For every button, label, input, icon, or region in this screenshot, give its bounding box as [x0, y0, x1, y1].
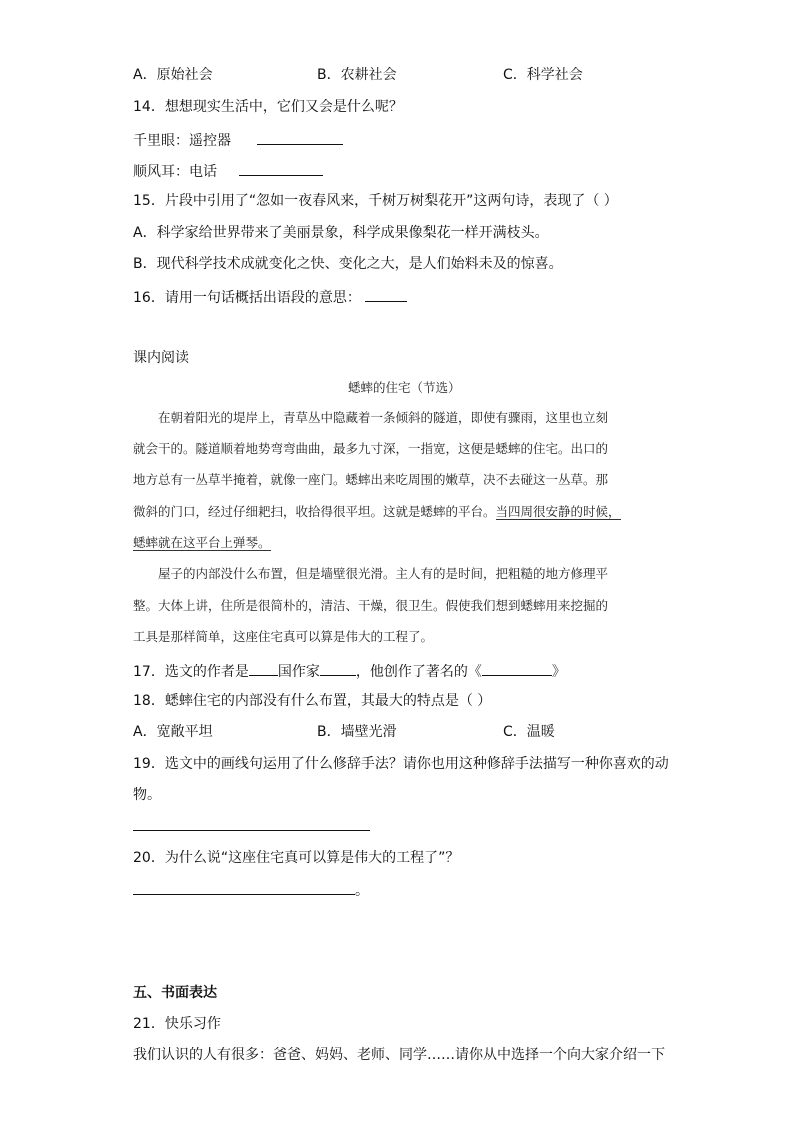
q21-stem: 21．快乐习作 [133, 1016, 221, 1032]
section-title-reading: 课内阅读 [133, 350, 189, 366]
underlined-sentence-part-1: 当四周很安静的时候， [495, 504, 621, 519]
passage-p1-line-3: 地方总有一丛草半掩着，就像一座门。蟋蟀出来吃周围的嫩草，决不去碰这一丛草。那 [133, 472, 609, 487]
q20-answer-blank[interactable] [133, 879, 355, 895]
q21-line-1: 我们认识的人有很多：爸爸、妈妈、老师、同学……请你从中选择一个向大家介绍一下 [133, 1047, 665, 1063]
q18-option-a: A．宽敞平坦 [133, 724, 213, 740]
passage-p2-line-2: 整。大体上讲，住所是很简朴的，清洁、干燥，很卫生。假使我们想到蟋蟀用来挖掘的 [133, 598, 609, 613]
q14-answer-blank-2[interactable] [239, 160, 323, 176]
q17-part-1: 17．选文的作者是 [133, 664, 249, 680]
q20-answer [133, 879, 369, 901]
passage-p1-line-2: 就会干的。隧道顺着地势弯弯曲曲，最多九寸深，一指宽，这便是蟋蟀的住宅。出口的 [133, 441, 609, 456]
q17-part-2: 国作家 [277, 664, 320, 680]
q14-line-2 [133, 160, 323, 182]
q20-stem: 20．为什么说“这座住宅真可以算是伟大的工程了”？ [133, 850, 460, 866]
q14-line-1 [133, 129, 343, 151]
q18-option-b: B．墙壁光滑 [317, 724, 397, 740]
q13-option-b: B．农耕社会 [317, 67, 397, 83]
q20-end-mark: 。 [355, 883, 369, 899]
q16-stem: 16．请用一句话概括出语段的意思： [133, 290, 361, 306]
passage-p1-line-1: 在朝着阳光的堤岸上，青草丛中隐藏着一条倾斜的隧道，即使有骤雨，这里也立刻 [158, 410, 609, 425]
q15-option-b: B．现代科学技术成就变化之快、变化之大，是人们始料未及的惊喜。 [133, 256, 563, 272]
q18-stem: 18．蟋蟀住宅的内部没有什么布置，其最大的特点是（ ） [133, 693, 492, 709]
passage-p2-line-1: 屋子的内部没什么布置，但是墙壁很光滑。主人有的是时间，把粗糙的地方修理平 [158, 566, 609, 581]
passage-p1-line-4-text: 微斜的门口，经过仔细耙扫，收拾得很平坦。这就是蟋蟀的平台。 [133, 504, 496, 519]
q17-line [133, 660, 566, 682]
q16-line [133, 286, 407, 308]
q19-answer-line[interactable] [133, 830, 370, 831]
q17-part-3: ，他创作了著名的《 [355, 664, 482, 680]
q15-stem: 15．片段中引用了“忽如一夜春风来，千树万树梨花开”这两句诗，表现了（ ） [133, 193, 618, 209]
q14-answer-blank-1[interactable] [257, 129, 343, 145]
q13-option-c: C．科学社会 [503, 67, 583, 83]
passage-p1-line-4 [133, 502, 621, 522]
q18-option-c: C．温暖 [503, 724, 555, 740]
q15-option-a: A．科学家给世界带来了美丽景象，科学成果像梨花一样开满枝头。 [133, 225, 549, 241]
passage-p2-line-3: 工具是那样简单，这座住宅真可以算是伟大的工程了。 [133, 629, 434, 644]
q17-part-4: 》 [551, 664, 566, 680]
q17-blank-country[interactable] [249, 660, 278, 676]
q16-answer-blank[interactable] [365, 286, 407, 302]
q14-stem: 14．想想现实生活中，它们又会是什么呢？ [133, 99, 403, 115]
q14-line-1-text: 千里眼：遥控器 [133, 133, 231, 149]
underlined-sentence-part-2: 蟋蟀就在这平台上弹琴。 [133, 535, 271, 550]
q14-line-2-text: 顺风耳：电话 [133, 164, 217, 180]
q17-blank-author[interactable] [320, 660, 356, 676]
section-title-writing: 五、书面表达 [133, 985, 217, 1001]
q17-blank-book[interactable] [482, 660, 552, 676]
passage-p1-line-5 [133, 533, 271, 553]
q19-line-1: 19．选文中的画线句运用了什么修辞手法？请你也用这种修辞手法描写一种你喜欢的动 [133, 756, 669, 772]
passage-title: 蟋蟀的住宅（节选） [348, 380, 461, 395]
q19-line-2: 物。 [133, 787, 161, 803]
q13-option-a: A．原始社会 [133, 67, 213, 83]
